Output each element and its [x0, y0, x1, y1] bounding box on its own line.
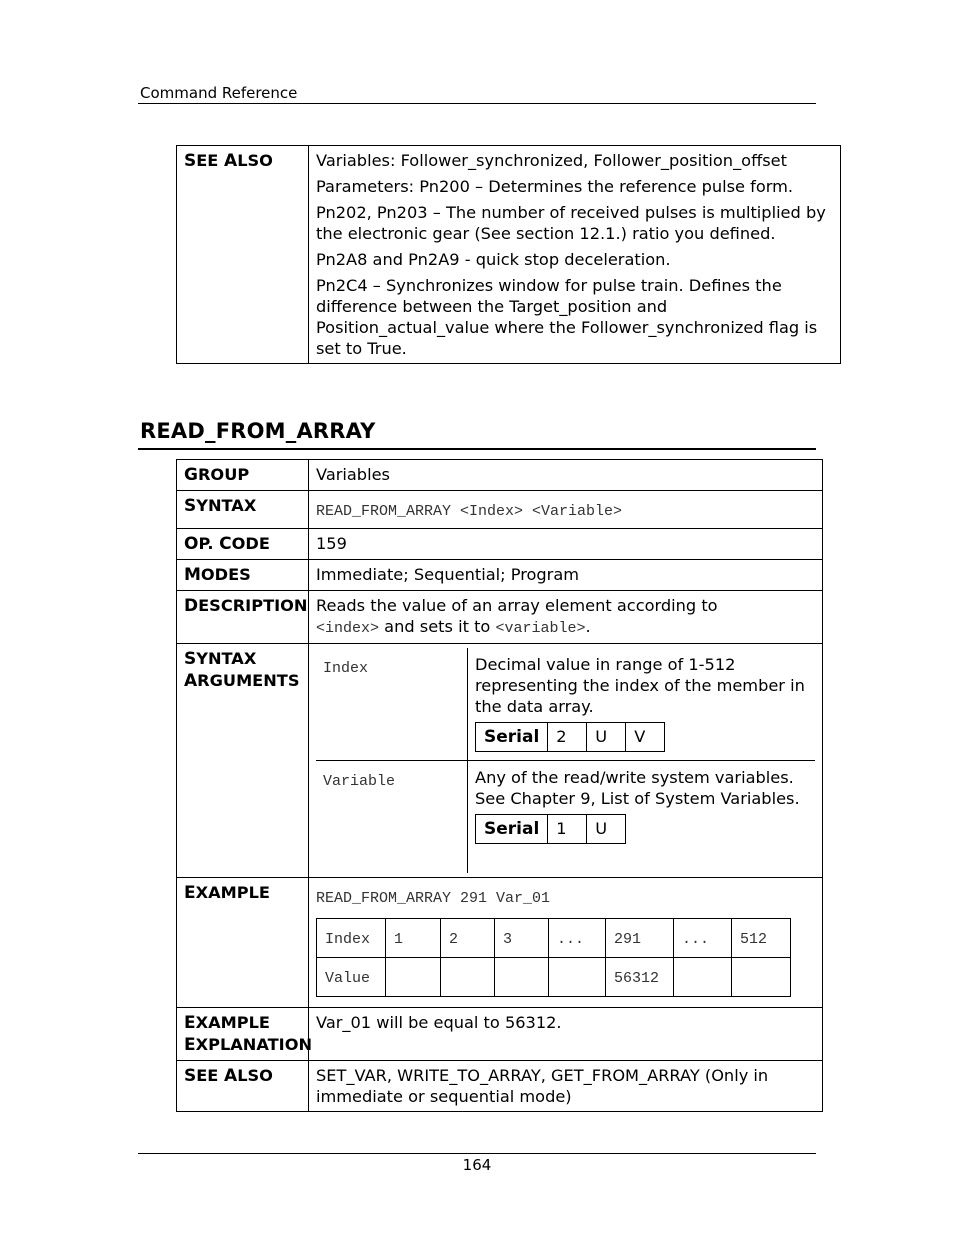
variable-code: <variable> — [495, 620, 586, 637]
arguments-table — [316, 648, 815, 873]
array-cell: 3 — [495, 919, 549, 958]
argument-name: Index — [316, 648, 468, 761]
serial-table — [475, 814, 626, 844]
see-also-paragraph: Pn2C4 – Synchronizes window for pulse train. Defines the difference between the Target_position and Position_actual_value where the Follower_synchronized flag is set to True. — [316, 276, 818, 358]
group-label: GROUP — [177, 460, 309, 491]
array-table — [316, 918, 791, 997]
serial-table — [475, 722, 665, 752]
array-cell: Value — [317, 958, 386, 997]
see-also-content — [309, 146, 841, 364]
see-also-paragraph: Pn2A8 and Pn2A9 - quick stop deceleration. — [316, 250, 671, 269]
see-also-label: SEE ALSO — [177, 146, 309, 364]
section-rule — [138, 448, 816, 450]
array-cell — [441, 958, 495, 997]
array-cell: ... — [549, 919, 606, 958]
see-also-paragraph: Parameters: Pn200 – Determines the reference pulse form. — [316, 177, 794, 196]
example-explanation-label: EXAMPLE EXPLANATION — [177, 1008, 309, 1061]
array-cell: 2 — [441, 919, 495, 958]
see-also-label: SEE ALSO — [177, 1061, 309, 1112]
command-table — [176, 459, 823, 1112]
array-cell — [674, 958, 732, 997]
see-also-table-top — [176, 145, 841, 364]
array-cell — [732, 958, 791, 997]
serial-value: V — [626, 723, 665, 752]
serial-value: U — [587, 723, 626, 752]
array-cell: Index — [317, 919, 386, 958]
example-content — [309, 878, 823, 1008]
array-cell — [386, 958, 441, 997]
serial-label: Serial — [476, 723, 548, 752]
see-also-paragraph: Pn202, Pn203 – The number of received pulses is multiplied by the electronic gear (See section 12.1.) ratio you defined. — [316, 203, 826, 243]
description-value: Reads the value of an array element according to <index> and sets it to <variable>. — [309, 591, 823, 644]
syntax-arguments-cell — [309, 644, 823, 878]
syntax-value — [309, 491, 823, 529]
syntax-label: SYNTAX — [177, 491, 309, 529]
array-cell — [495, 958, 549, 997]
header-rule — [138, 103, 816, 104]
see-also-value: SET_VAR, WRITE_TO_ARRAY, GET_FROM_ARRAY (Only in immediate or sequential mode) — [309, 1061, 823, 1112]
index-code: <index> — [316, 620, 380, 637]
modes-value: Immediate; Sequential; Program — [309, 560, 823, 591]
page-number: 164 — [462, 1156, 492, 1174]
group-value: Variables — [309, 460, 823, 491]
serial-label: Serial — [476, 815, 548, 844]
footer-rule — [138, 1153, 816, 1154]
array-cell: 512 — [732, 919, 791, 958]
example-explanation-value: Var_01 will be equal to 56312. — [309, 1008, 823, 1061]
array-cell: 56312 — [606, 958, 674, 997]
serial-value: 1 — [548, 815, 587, 844]
argument-name: Variable — [316, 761, 468, 874]
running-title: Command Reference — [140, 84, 298, 102]
serial-value: U — [587, 815, 626, 844]
argument-description: Decimal value in range of 1-512 representing the index of the member in the data array. Serial 2 U V — [468, 648, 816, 761]
array-cell: 1 — [386, 919, 441, 958]
argument-description: Any of the read/write system variables. See Chapter 9, List of System Variables. Serial 1 U — [468, 761, 816, 874]
example-code: READ_FROM_ARRAY 291 Var_01 — [316, 890, 551, 907]
opcode-label: OP. CODE — [177, 529, 309, 560]
example-label: EXAMPLE — [177, 878, 309, 1008]
serial-value: 2 — [548, 723, 587, 752]
opcode-value: 159 — [309, 529, 823, 560]
modes-label: MODES — [177, 560, 309, 591]
array-cell — [549, 958, 606, 997]
array-cell: ... — [674, 919, 732, 958]
section-title: READ_FROM_ARRAY — [140, 419, 376, 443]
array-cell: 291 — [606, 919, 674, 958]
syntax-code: READ_FROM_ARRAY <Index> <Variable> — [316, 503, 623, 520]
see-also-paragraph: Variables: Follower_synchronized, Follower_position_offset — [316, 151, 787, 170]
syntax-arguments-label: SYNTAX ARGUMENTS — [177, 644, 309, 878]
description-label: DESCRIPTION — [177, 591, 309, 644]
